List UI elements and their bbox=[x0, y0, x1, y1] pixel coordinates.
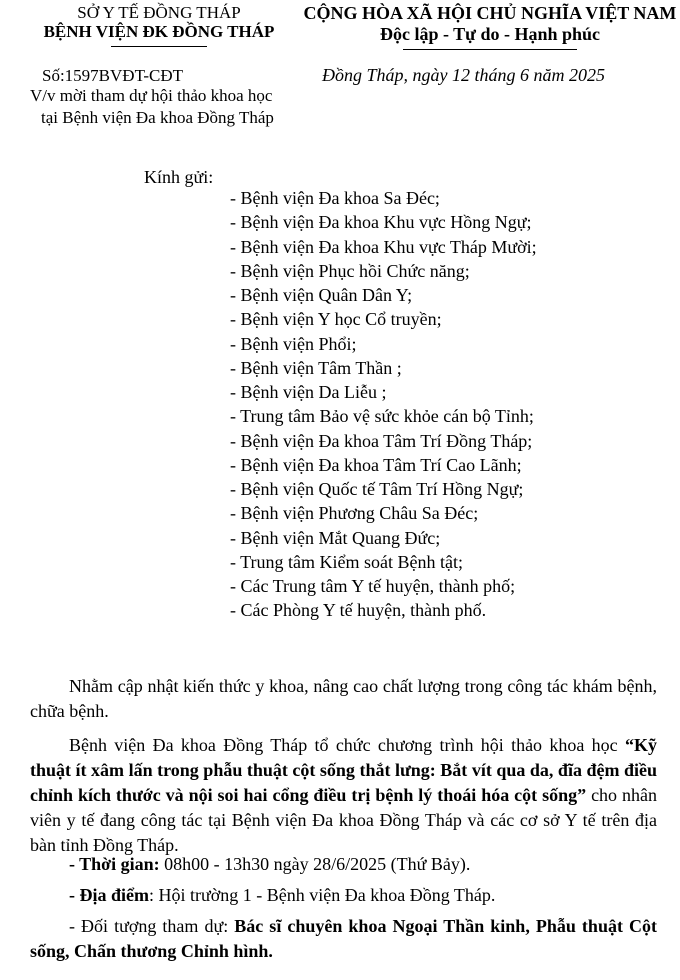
recipient-item: - Bệnh viện Đa khoa Tâm Trí Cao Lãnh; bbox=[230, 454, 522, 475]
recipient-item: - Bệnh viện Phổi; bbox=[230, 333, 357, 354]
purpose-text: Nhằm cập nhật kiến thức y khoa, nâng cao chất lượng trong công tác khám bệnh, chữa bệnh. bbox=[30, 676, 657, 721]
venue-value: : Hội trường 1 - Bệnh viện Đa khoa Đồng Tháp. bbox=[149, 885, 496, 905]
subject-line-2: tại Bệnh viện Đa khoa Đồng Tháp bbox=[41, 108, 274, 127]
recipient-item: - Bệnh viện Quốc tế Tâm Trí Hồng Ngự; bbox=[230, 479, 524, 499]
attendee-value: Bác sĩ chuyên khoa Ngoại Thần kinh, Phẫu thuật Cột sống, Chấn thương Chỉnh hình. bbox=[30, 916, 657, 961]
national-motto: Độc lập - Tự do - Hạnh phúc bbox=[379, 24, 601, 44]
time-label: - Thời gian: bbox=[69, 854, 160, 874]
recipient-item: - Bệnh viện Đa khoa Khu vực Tháp Mười; bbox=[230, 236, 537, 257]
place-and-date: Đồng Tháp, ngày 12 tháng 6 năm 2025 bbox=[322, 65, 605, 85]
recipient-item: - Bệnh viện Quân Dân Y; bbox=[230, 285, 413, 305]
recipient-item: - Bệnh viện Đa khoa Sa Đéc; bbox=[230, 188, 440, 208]
recipient-item: - Trung tâm Bảo vệ sức khỏe cán bộ Tỉnh; bbox=[230, 406, 534, 427]
venue-label: - Địa điểm bbox=[69, 885, 149, 905]
motto-underline bbox=[403, 49, 577, 50]
attendee-label: - Đối tượng tham dự: bbox=[69, 916, 235, 936]
document-number: Số:1597BVĐT-CĐT bbox=[42, 66, 184, 85]
recipient-item: - Bệnh viện Y học Cổ truyền; bbox=[230, 309, 442, 330]
greeting: Kính gửi: bbox=[144, 167, 214, 187]
recipient-item: - Các Trung tâm Y tế huyện, thành phố; bbox=[230, 576, 516, 596]
subject-line-1: V/v mời tham dự hội thảo khoa học bbox=[30, 86, 273, 105]
recipient-item: - Bệnh viện Phục hồi Chức năng; bbox=[230, 260, 470, 281]
time-value: 08h00 - 13h30 ngày 28/6/2025 (Thứ Bảy). bbox=[159, 854, 471, 874]
event-title: “Kỹ thuật ít xâm lấn trong phẫu thuật cột sống thắt lưng: Bắt vít qua da, đĩa đệm điều chỉnh kích thước và nội soi hai cổng điều trị bệnh lý thoái hóa cột sống” bbox=[30, 735, 658, 805]
venue-line bbox=[30, 883, 657, 908]
issuing-ministry: SỞ Y TẾ ĐỒNG THÁP bbox=[77, 3, 241, 22]
issuing-hospital: BỆNH VIỆN ĐK ĐỒNG THÁP bbox=[43, 22, 275, 41]
purpose-paragraph bbox=[30, 674, 657, 724]
attendee-line bbox=[30, 914, 657, 964]
national-title: CỘNG HÒA XÃ HỘI CHỦ NGHĨA VIỆT NAM bbox=[303, 3, 677, 23]
recipient-item: - Bệnh viện Đa khoa Tâm Trí Đồng Tháp; bbox=[230, 430, 533, 451]
time-line bbox=[30, 852, 657, 877]
recipient-list bbox=[230, 186, 537, 623]
recipient-item: - Bệnh viện Phương Châu Sa Đéc; bbox=[230, 503, 479, 524]
event-details: cho nhân viên y tế đang công tác tại Bệnh viện Đa khoa Đồng Tháp và các cơ sở Y tế trên địa bàn tỉnh Đồng Tháp. bbox=[30, 785, 657, 855]
recipient-item: - Các Phòng Y tế huyện, thành phố. bbox=[230, 600, 487, 621]
event-intro: Bệnh viện Đa khoa Đồng Tháp tổ chức chương trình hội thảo khoa học bbox=[69, 735, 618, 755]
recipient-item: - Trung tâm Kiểm soát Bệnh tật; bbox=[230, 551, 463, 572]
recipient-item: - Bệnh viện Tâm Thần ; bbox=[230, 357, 402, 378]
event-paragraph bbox=[30, 733, 657, 858]
recipient-item: - Bệnh viện Da Liễu ; bbox=[230, 382, 387, 402]
recipient-item: - Bệnh viện Mắt Quang Đức; bbox=[230, 527, 441, 548]
recipient-item: - Bệnh viện Đa khoa Khu vực Hồng Ngự; bbox=[230, 212, 532, 233]
hospital-underline bbox=[111, 46, 207, 47]
